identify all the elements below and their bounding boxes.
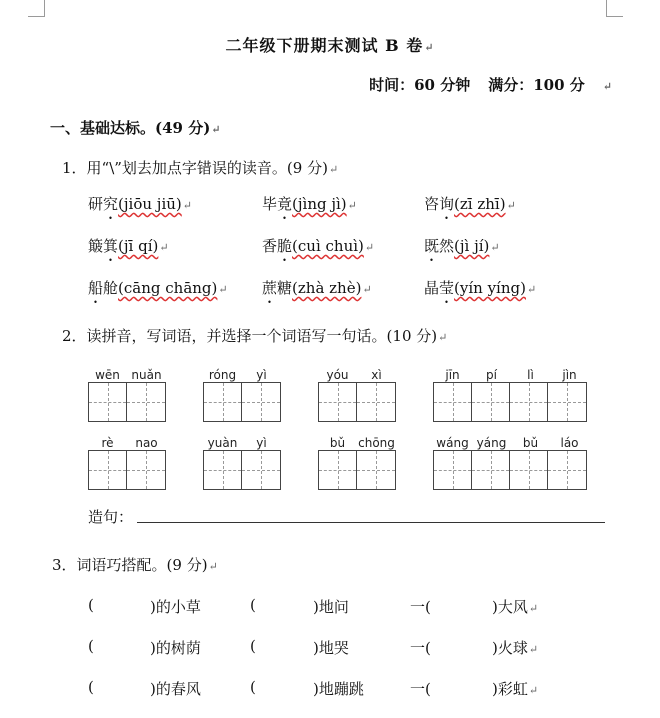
q1-char: 糖 — [277, 279, 293, 297]
q3-fragment: ( — [250, 678, 256, 696]
q3-fragment: 一( — [410, 639, 431, 657]
grid-cell[interactable] — [357, 451, 395, 489]
q3-fragment: ( — [88, 596, 94, 614]
q2-pinyin: lì — [527, 368, 534, 382]
page-title: 二年级下册期末测试 B 卷↵ — [225, 36, 435, 55]
q3-fragment: )地蹦跳 — [313, 680, 364, 698]
tian-grid — [318, 450, 396, 490]
grid-cell[interactable] — [357, 383, 395, 421]
q1-word: 既然(jì jí)↵ — [424, 237, 500, 255]
q1-pinyin: (cāng chāng) — [118, 279, 218, 297]
grid-cell[interactable] — [472, 451, 510, 489]
q2-pinyin: wēn — [95, 368, 120, 382]
q3-fragment: )地哭 — [313, 639, 349, 657]
q1-char: 簸 — [88, 237, 104, 255]
q1-pinyin: (jìng jì) — [292, 195, 347, 213]
q3-fragment: ( — [88, 637, 94, 655]
q2-pinyin: wáng — [436, 436, 469, 450]
tian-grid — [203, 382, 281, 422]
q1-pinyin: (jì jí) — [454, 237, 490, 255]
q2-pinyin: xì — [371, 368, 382, 382]
q2-pinyin: yì — [256, 436, 267, 450]
grid-cell[interactable] — [472, 383, 510, 421]
q3-fragment: )地问 — [313, 598, 349, 616]
q1-word: 簸箕(jī qí)↵ — [88, 237, 169, 255]
q1-char: 蔗 — [262, 279, 278, 297]
q1-char: 竟 — [277, 195, 293, 213]
grid-cell[interactable] — [242, 383, 280, 421]
q1-pinyin: (zī zhī) — [454, 195, 506, 213]
q2-pinyin: bǔ — [329, 436, 346, 450]
q1-word: 咨询(zī zhī)↵ — [424, 195, 516, 213]
sentence-line[interactable] — [137, 522, 605, 523]
q3-prompt: 3．词语巧搭配。(9 分)↵ — [52, 556, 218, 574]
q2-pinyin: róng — [208, 368, 237, 382]
q3-fragment: ( — [88, 678, 94, 696]
tian-grid — [88, 450, 166, 490]
q2-pinyin: jīn — [445, 368, 460, 382]
q2-pinyin: pí — [486, 368, 497, 382]
grid-cell[interactable] — [127, 451, 165, 489]
q1-char: 询 — [439, 195, 455, 213]
tian-grid — [433, 450, 587, 490]
q1-char: 舱 — [103, 279, 119, 297]
tian-grid — [318, 382, 396, 422]
grid-cell[interactable] — [510, 383, 548, 421]
q1-char: 毕 — [262, 195, 278, 213]
tian-grid — [203, 450, 281, 490]
q3-fragment: )的春风 — [150, 680, 201, 698]
q2-pinyin: yáng — [476, 436, 507, 450]
q1-pinyin: (yín yíng) — [454, 279, 526, 297]
q1-prompt: 1．用“\”划去加点字错误的读音。(9 分)↵ — [62, 159, 339, 177]
grid-cell[interactable] — [510, 451, 548, 489]
q3-fragment: )的小草 — [150, 598, 201, 616]
q2-pinyin: láo — [560, 436, 579, 450]
q1-char: 然 — [439, 237, 455, 255]
q2-pinyin: yuàn — [207, 436, 238, 450]
grid-cell[interactable] — [127, 383, 165, 421]
time-limit: 时间：60 分钟 — [369, 76, 471, 94]
section-heading: 一、基础达标。(49 分)↵ — [50, 119, 221, 137]
q3-fragment: )大风↵ — [492, 598, 539, 616]
q1-word: 研究(jiōu jiū)↵ — [88, 195, 192, 213]
grid-cell[interactable] — [434, 383, 472, 421]
grid-cell[interactable] — [204, 383, 242, 421]
q3-fragment: 一( — [410, 680, 431, 698]
tian-grid — [433, 382, 587, 422]
q2-pinyin: yóu — [326, 368, 349, 382]
q1-char: 船 — [88, 279, 104, 297]
grid-cell[interactable] — [548, 383, 586, 421]
q3-fragment: ( — [250, 596, 256, 614]
q1-word: 香脆(cuì chuì)↵ — [262, 237, 375, 255]
q2-pinyin: rè — [101, 436, 114, 450]
q2-pinyin: jìn — [562, 368, 577, 382]
q1-char: 究 — [103, 195, 119, 213]
q1-char: 咨 — [424, 195, 440, 213]
q1-word: 船舱(cāng chāng)↵ — [88, 279, 228, 297]
q3-fragment: )火球↵ — [492, 639, 539, 657]
corner-mark-right — [606, 0, 623, 17]
q3-fragment: )彩虹↵ — [492, 680, 539, 698]
tian-grid — [88, 382, 166, 422]
grid-cell[interactable] — [319, 383, 357, 421]
corner-mark-left — [28, 0, 45, 17]
q1-char: 晶 — [424, 279, 440, 297]
q1-pinyin: (zhà zhè) — [292, 279, 362, 297]
q1-pinyin: (cuì chuì) — [292, 237, 364, 255]
exam-meta: 时间：60 分钟 满分：100 分 ↵ — [369, 76, 612, 94]
q2-pinyin: nao — [135, 436, 158, 450]
q1-char: 研 — [88, 195, 104, 213]
full-score: 满分：100 分 — [488, 76, 585, 94]
grid-cell[interactable] — [89, 383, 127, 421]
q1-word: 晶莹(yín yíng)↵ — [424, 279, 537, 297]
q1-pinyin: (jī qí) — [118, 237, 159, 255]
q2-prompt: 2．读拼音，写词语，并选择一个词语写一句话。(10 分)↵ — [62, 327, 448, 345]
grid-cell[interactable] — [434, 451, 472, 489]
grid-cell[interactable] — [89, 451, 127, 489]
q2-pinyin: nuǎn — [131, 368, 162, 382]
q1-word: 毕竟(jìng jì)↵ — [262, 195, 357, 213]
q1-char: 箕 — [103, 237, 119, 255]
q1-word: 蔗糖(zhà zhè)↵ — [262, 279, 372, 297]
q1-char: 既 — [424, 237, 440, 255]
grid-cell[interactable] — [319, 451, 357, 489]
q3-fragment: 一( — [410, 598, 431, 616]
q2-pinyin: yì — [256, 368, 267, 382]
sentence-label: 造句： — [88, 508, 134, 526]
q3-fragment: )的树荫 — [150, 639, 201, 657]
q1-char: 脆 — [277, 237, 293, 255]
q3-fragment: ( — [250, 637, 256, 655]
grid-cell[interactable] — [242, 451, 280, 489]
q1-pinyin: (jiōu jiū) — [118, 195, 182, 213]
grid-cell[interactable] — [204, 451, 242, 489]
q2-pinyin: bǔ — [522, 436, 539, 450]
q1-char: 香 — [262, 237, 278, 255]
q2-pinyin: chōng — [358, 436, 395, 450]
q1-char: 莹 — [439, 279, 455, 297]
grid-cell[interactable] — [548, 451, 586, 489]
